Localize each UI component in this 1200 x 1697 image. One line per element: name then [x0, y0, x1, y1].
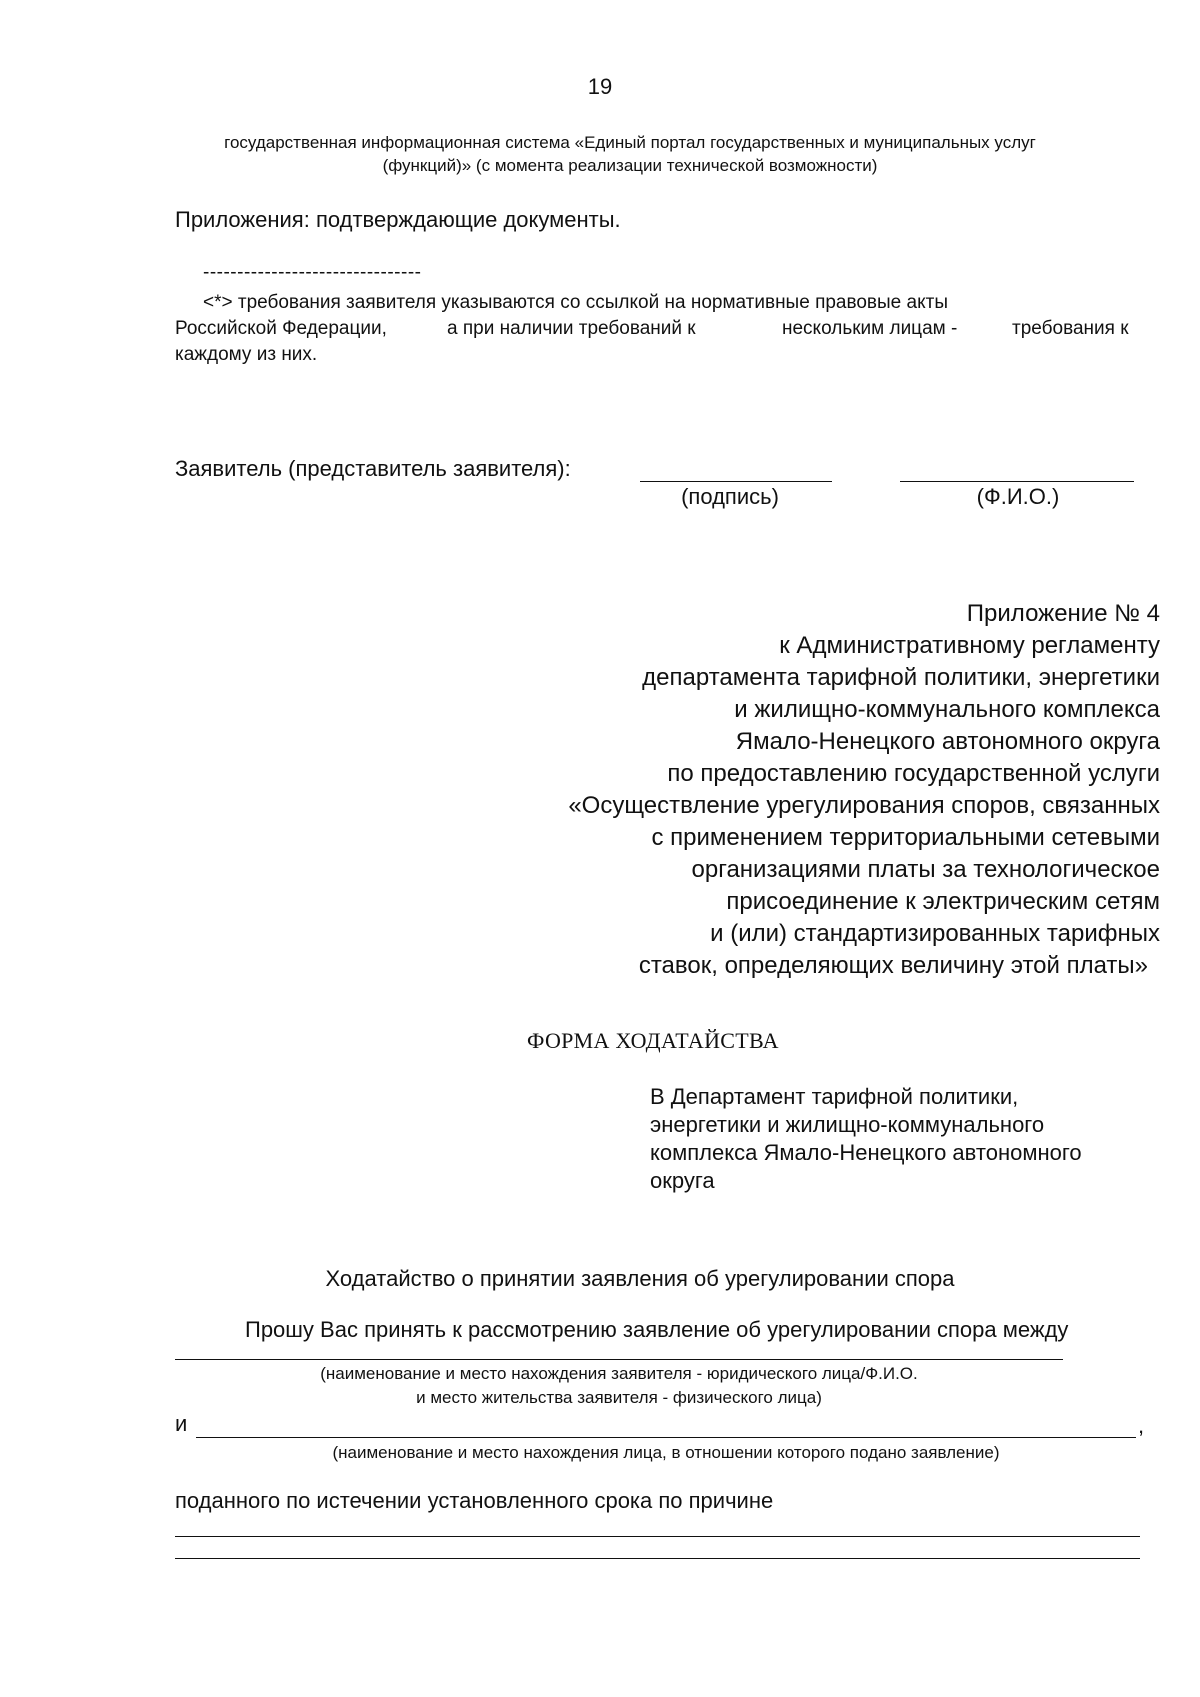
footnote-separator: --------------------------------: [203, 262, 422, 283]
appendix-header-line: Ямало-Ненецкого автономного округа: [735, 728, 1160, 755]
appendix-header-line: Приложение № 4: [966, 600, 1160, 627]
appendix-header-line: ставок, определяющих величину этой платы»: [638, 952, 1148, 979]
applicant-label: Заявитель (представитель заявителя):: [175, 456, 571, 481]
footnote-line1: <*> требования заявителя указываются со ссылкой на нормативные правовые акты: [203, 292, 948, 313]
addressee-line: комплекса Ямало-Ненецкого автономного: [650, 1140, 1082, 1165]
portal-note-line2: (функций)» (с момента реализации технической возможности): [382, 156, 878, 175]
footnote-line2-part2: а при наличии требований к: [447, 318, 696, 339]
footnote-line2-part1: Российской Федерации,: [175, 318, 387, 339]
footnote-line2-part4: требования к: [1012, 318, 1129, 339]
reason-field-line-2[interactable]: [175, 1558, 1140, 1559]
page-number: 19: [587, 74, 613, 99]
signature-line[interactable]: [640, 481, 832, 482]
name-caption: (Ф.И.О.): [976, 484, 1060, 509]
signature-caption: (подпись): [681, 484, 779, 509]
appendix-header-line: с применением территориальными сетевыми: [651, 824, 1160, 851]
appendix-header-line: департамента тарифной политики, энергетики: [642, 664, 1160, 691]
portal-note-line1: государственная информационная система «Единый портал государственных и муниципальных услуг: [224, 133, 1036, 152]
applicant-field-caption-line1: (наименование и место нахождения заявителя - юридического лица/Ф.И.О.: [320, 1364, 918, 1383]
reason-label: поданного по истечении установленного срока по причине: [175, 1488, 774, 1513]
name-line[interactable]: [900, 481, 1134, 482]
attachments-line: Приложения: подтверждающие документы.: [175, 207, 621, 232]
addressee-line: В Департамент тарифной политики,: [650, 1084, 1019, 1109]
applicant-name-field[interactable]: [175, 1359, 1063, 1360]
respondent-field-caption: (наименование и место нахождения лица, в отношении которого подано заявление): [332, 1443, 1000, 1462]
trailing-comma: ,: [1138, 1413, 1145, 1438]
applicant-field-caption-line2: и место жительства заявителя - физического лица): [416, 1388, 822, 1407]
appendix-header-line: присоединение к электрическим сетям: [726, 888, 1160, 915]
appendix-header-line: к Административному регламенту: [779, 632, 1160, 659]
respondent-name-field[interactable]: [196, 1437, 1136, 1438]
footnote-line2-part3: нескольким лицам -: [782, 318, 958, 339]
appendix-header-line: «Осуществление урегулирования споров, связанных: [568, 792, 1160, 819]
addressee-line: округа: [650, 1168, 715, 1193]
petition-intro: Прошу Вас принять к рассмотрению заявление об урегулировании спора между: [245, 1317, 1069, 1342]
addressee-line: энергетики и жилищно-коммунального: [650, 1112, 1045, 1137]
addressee-block: [650, 1084, 1082, 1196]
appendix-header: [420, 600, 1160, 984]
reason-field-line-1[interactable]: [175, 1536, 1140, 1537]
footnote-line3: каждому из них.: [175, 344, 318, 365]
appendix-header-line: организациями платы за технологическое: [691, 856, 1160, 883]
form-title: ФОРМА ХОДАТАЙСТВА: [527, 1028, 779, 1053]
petition-title: Ходатайство о принятии заявления об урегулировании спора: [325, 1266, 955, 1291]
and-word: и: [175, 1411, 188, 1436]
appendix-header-line: и жилищно-коммунального комплекса: [734, 696, 1160, 723]
appendix-header-line: и (или) стандартизированных тарифных: [710, 920, 1160, 947]
appendix-header-line: по предоставлению государственной услуги: [667, 760, 1160, 787]
